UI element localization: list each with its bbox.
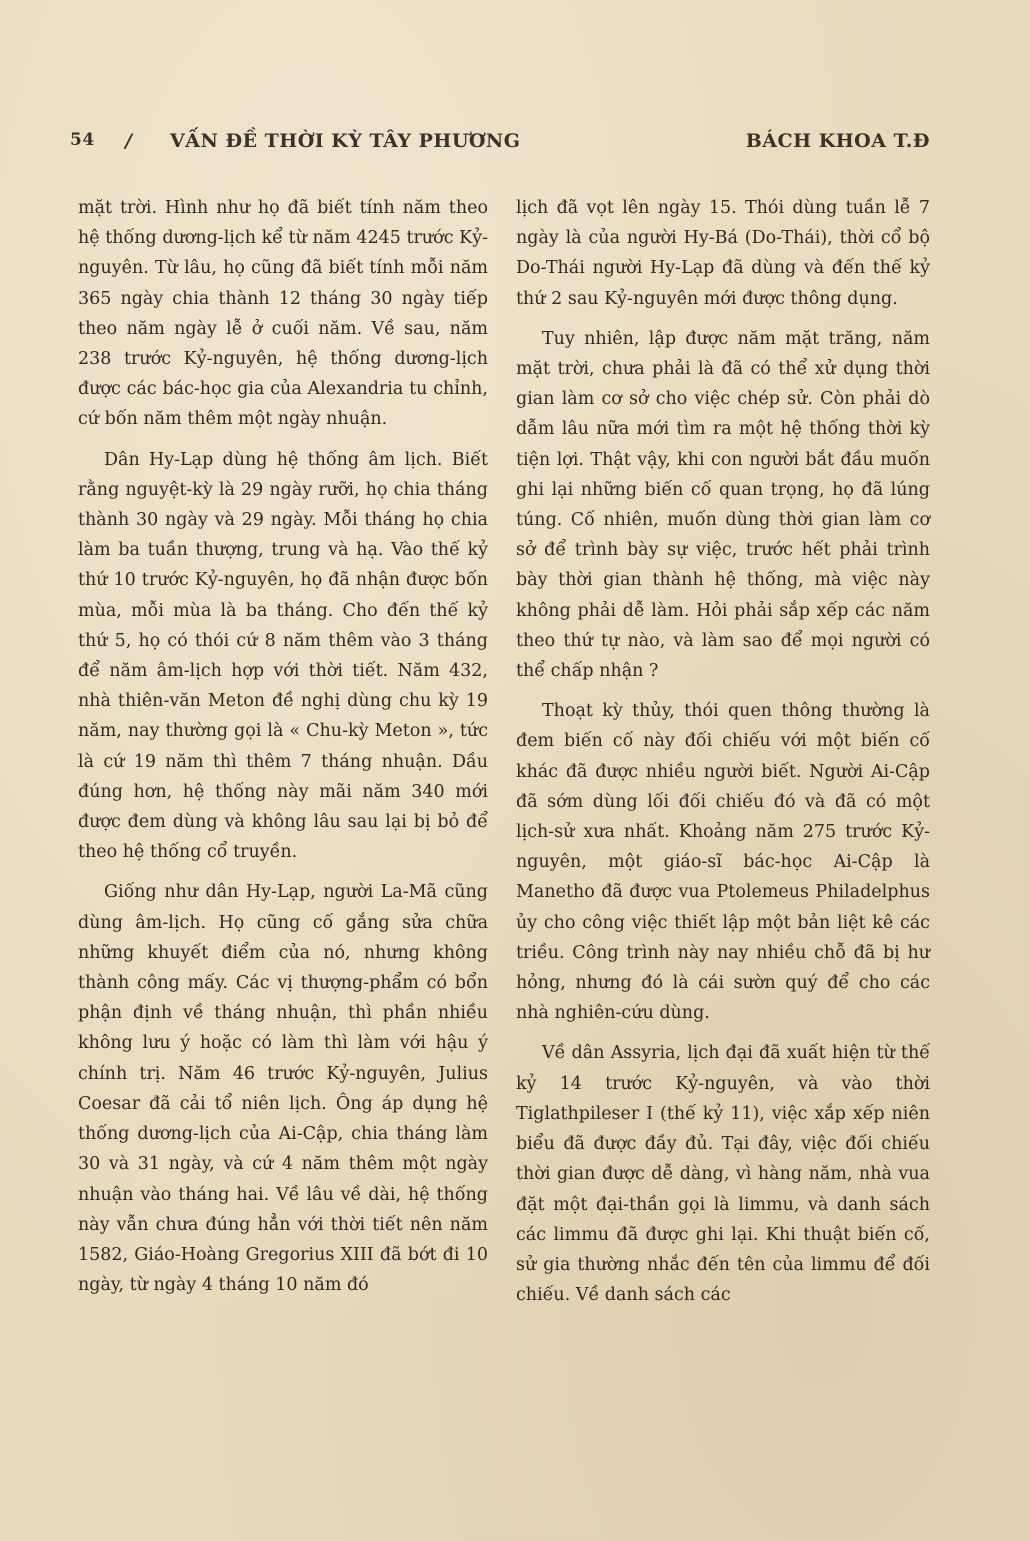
page-number: 54 bbox=[70, 130, 95, 150]
paragraph: Thoạt kỳ thủy, thói quen thông thường là đem biến cố này đối chiếu với một biến cố khác đã được nhiều người biết. Người Ai-Cập đã sớm dùng lối đối chiếu đó và đã có một lịch-sử xưa nhất. Khoảng năm 275 trước Kỷ-nguyên, một giáo-sĩ bác-học Ai-Cập là Manetho đã được vua Ptolemeus Philadelphus ủy cho công việc thiết lập một bản liệt kê các triều. Công trình này nay nhiều chỗ đã bị hư hỏng, nhưng đó là cái sườn quý để cho các nhà nghiên-cứu dùng. bbox=[516, 701, 930, 1024]
journal-name: BÁCH KHOA T.Đ bbox=[745, 130, 930, 152]
right-column bbox=[516, 193, 930, 1320]
paragraph: Giống như dân Hy-Lạp, người La-Mã cũng dùng âm-lịch. Họ cũng cố gắng sửa chữa những khuyết điểm của nó, nhưng không thành công mấy. Các vị thượng-phẩm có bổn phận định về tháng nhuận, thì phần nhiều không lưu ý hoặc có làm thì làm với hậu ý chính trị. Năm 46 trước Kỷ-nguyên, Julius Coesar đã cải tổ niên lịch. Ông áp dụng hệ thống dương-lịch của Ai-Cập, chia tháng làm 30 và 31 ngày, và cứ 4 năm thêm một ngày nhuận vào tháng hai. Về lâu về dài, hệ thống này vẫn chưa đúng hẳn với thời tiết nên năm 1582, Giáo-Hoàng Gregorius XIII đã bớt đi 10 ngày, từ ngày 4 tháng 10 năm đó bbox=[78, 882, 488, 1296]
running-header bbox=[70, 128, 930, 158]
header-separator: / bbox=[125, 130, 133, 152]
paragraph: Tuy nhiên, lập được năm mặt trăng, năm mặt trời, chưa phải là đã có thể xử dụng thời gian làm cơ sở cho việc chép sử. Còn phải dò dẫm lâu nữa mới tìm ra một hệ thống thời kỳ tiện lợi. Thật vậy, khi con người bắt đầu muốn ghi lại những biến cố quan trọng, họ đã lúng túng. Cố nhiên, muốn dùng thời gian làm cơ sở để trình bày sự việc, trước hết phải trình bày thời gian thành hệ thống, mà việc này không phải dễ làm. Hỏi phải sắp xếp các năm theo thứ tự nào, và làm sao để mọi người có thể chấp nhận ? bbox=[516, 328, 930, 682]
paragraph: Dân Hy-Lạp dùng hệ thống âm lịch. Biết rằng nguyệt-kỳ là 29 ngày rưỡi, họ chia tháng thành 30 ngày và 29 ngày. Mỗi tháng họ chia làm ba tuần thượng, trung và hạ. Vào thế kỷ thứ 10 trước Kỷ-nguyên, họ đã nhận được bốn mùa, mỗi mùa là ba tháng. Cho đến thế kỷ thứ 5, họ có thói cứ 8 năm thêm vào 3 tháng để năm âm-lịch hợp với thời tiết. Năm 432, nhà thiên-văn Meton đề nghị dùng chu kỳ 19 năm, nay thường gọi là « Chu-kỳ Meton », tức là cứ 19 năm thì thêm 7 tháng nhuận. Dầu đúng hơn, hệ thống này mãi năm 340 mới được đem dùng và không lâu sau lại bị bỏ để theo hệ thống cổ truyền. bbox=[78, 449, 488, 863]
left-column bbox=[78, 193, 488, 1310]
paragraph: mặt trời. Hình như họ đã biết tính năm theo hệ thống dương-lịch kể từ năm 4245 trước Kỷ-nguyên. Từ lâu, họ cũng đã biết tính mỗi năm 365 ngày chia thành 12 tháng 30 ngày tiếp theo năm ngày lễ ở cuối năm. Về sau, năm 238 trước Kỷ-nguyên, hệ thống dương-lịch được các bác-học gia của Alexandria tu chỉnh, cứ bốn năm thêm một ngày nhuận. bbox=[78, 198, 488, 430]
paragraph: Về dân Assyria, lịch đại đã xuất hiện từ thế kỷ 14 trước Kỷ-nguyên, và vào thời Tiglathpileser I (thế kỷ 11), việc xắp xếp niên biểu đã được đầy đủ. Tại đây, việc đối chiếu thời gian được dễ dàng, vì hàng năm, nhà vua đặt một đại-thần gọi là limmu, và danh sách các limmu đã được ghi lại. Khi thuật biến cố, sử gia thường nhắc đến tên của limmu để đối chiếu. Về danh sách các bbox=[516, 1043, 930, 1306]
paragraph: lịch đã vọt lên ngày 15. Thói dùng tuần lễ 7 ngày là của người Hy-Bá (Do-Thái), thời cổ bộ Do-Thái người Hy-Lạp đã dùng và đến thế kỷ thứ 2 sau Kỷ-nguyên mới được thông dụng. bbox=[516, 198, 930, 309]
article-title: VẤN ĐỀ THỜI KỲ TÂY PHƯƠNG bbox=[170, 130, 521, 152]
